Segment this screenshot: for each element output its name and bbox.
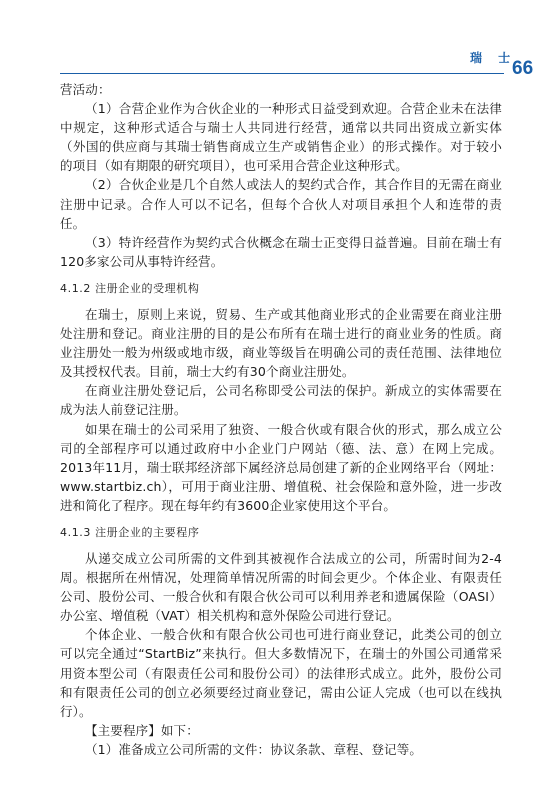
paragraph: 在瑞士，原则上来说，贸易、生产或其他商业形式的企业需要在商业注册处注册和登记。商业注册的目的是公布所有在瑞士进行的商业业务的性质。商业注册处一般为州级或地市级，商业等级旨在明确公司的责任范围、法律地位及其授权代表。目前，瑞士大约有30个商业注册处。 [60, 306, 502, 380]
paragraph: 如果在瑞士的公司采用了独资、一般合伙或有限合伙的形式，那么成立公司的全部程序可以通过政府中小企业门户网站（德、法、意）在网上完成。2013年11月，瑞士联邦经济部下属经济总局创建了新的企业网络平台（网址：www.startbiz.ch），可用于商业注册、增值税、社会保险和意外险，进一步改进和简化了程序。现在每年约有3600企业家使用这个平台。 [60, 421, 502, 513]
paragraph: 个体企业、一般合伙和有限合伙公司也可进行商业登记，此类公司的创立可以完全通过“StartBiz”来执行。但大多数情况下，在瑞士的外国公司通常采用资本型公司（有限责任公司和股份公司）的法律形式成立。此外，股份公司和有限责任公司的创立必须要经过商业登记，需由公证人完成（也可以在线执行）。 [60, 627, 502, 719]
paragraph: 【主要程序】如下： [85, 722, 199, 738]
paragraph: （3）特许经营作为契约式合伙概念在瑞士正变得日益普遍。目前在瑞士有120多家公司从事特许经营。 [60, 234, 502, 269]
page-body [60, 80, 502, 759]
header-rule [60, 73, 504, 74]
section-heading: 4.1.2 注册企业的受理机构 [60, 281, 200, 295]
section-heading: 4.1.3 注册企业的主要程序 [60, 525, 200, 539]
paragraph: （1）合营企业作为合伙企业的一种形式日益受到欢迎。合营企业未在法律中规定，这种形式适合与瑞士人共同进行经营，通常以共同出资成立新实体（外国的供应商与其瑞士销售商成立生产或销售企业）的形式操作。对于较小的项目（如有期限的研究项目），也可采用合营企业这种形式。 [60, 101, 502, 174]
paragraph: （2）合伙企业是几个自然人或法人的契约式合作，其合作目的无需在商业注册中记录。合作人可以不记名，但每个合伙人对项目承担个人和连带的责任。 [60, 177, 502, 231]
paragraph: 营活动： [60, 82, 111, 97]
paragraph: （1）准备成立公司所需的文件：协议条款、章程、登记等。 [85, 741, 423, 757]
page-number: 66 [512, 58, 534, 79]
paragraph: 在商业注册处登记后，公司名称即受公司法的保护。新成立的实体需要在成为法人前登记注册。 [60, 383, 502, 418]
header-title: 瑞 士 [470, 51, 517, 65]
paragraph: 从递交成立公司所需的文件到其被视作合法成立的公司，所需时间为2-4周。根据所在州情况，处理简单情况所需的时间会更少。个体企业、有限责任公司、股份公司、一般合伙和有限合伙公司可以利用养老和遗属保险（OASI）办公室、增值税（VAT）相关机构和意外保险公司进行登记。 [60, 550, 502, 624]
